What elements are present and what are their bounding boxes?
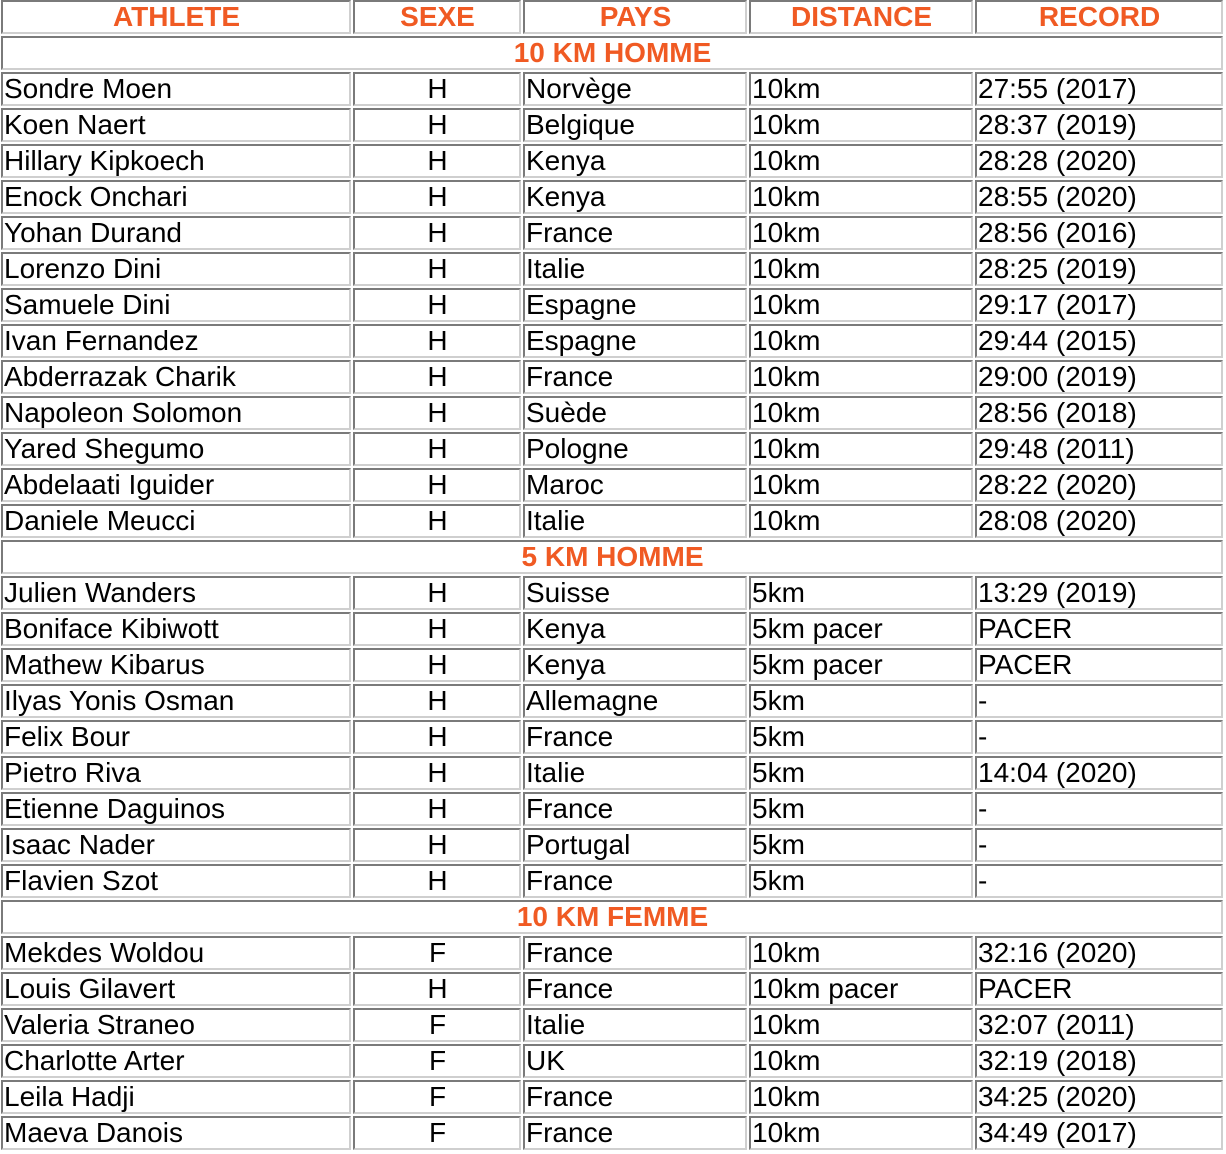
- cell-distance: 10km: [749, 288, 973, 322]
- cell-sexe: F: [353, 1044, 521, 1078]
- table-row: [1, 864, 1223, 898]
- cell-sexe: H: [353, 648, 521, 682]
- table-row: [1, 360, 1223, 394]
- cell-distance: 10km: [749, 1008, 973, 1042]
- cell-athlete: Yared Shegumo: [1, 432, 351, 466]
- table-row: [1, 720, 1223, 754]
- cell-pays: France: [523, 360, 747, 394]
- cell-athlete: Ilyas Yonis Osman: [1, 684, 351, 718]
- table-body: [1, 36, 1223, 1150]
- cell-sexe: H: [353, 792, 521, 826]
- cell-pays: France: [523, 936, 747, 970]
- cell-distance: 10km: [749, 144, 973, 178]
- cell-distance: 10km pacer: [749, 972, 973, 1006]
- cell-pays: France: [523, 792, 747, 826]
- cell-record: -: [975, 720, 1223, 754]
- table-row: [1, 504, 1223, 538]
- cell-distance: 5km: [749, 720, 973, 754]
- cell-pays: Italie: [523, 1008, 747, 1042]
- cell-sexe: H: [353, 288, 521, 322]
- cell-record: 34:25 (2020): [975, 1080, 1223, 1114]
- cell-record: 28:56 (2018): [975, 396, 1223, 430]
- cell-pays: Maroc: [523, 468, 747, 502]
- cell-record: 32:16 (2020): [975, 936, 1223, 970]
- cell-sexe: H: [353, 180, 521, 214]
- cell-pays: Kenya: [523, 612, 747, 646]
- cell-distance: 5km: [749, 684, 973, 718]
- cell-sexe: H: [353, 468, 521, 502]
- cell-sexe: H: [353, 864, 521, 898]
- cell-pays: Espagne: [523, 288, 747, 322]
- cell-record: 28:56 (2016): [975, 216, 1223, 250]
- cell-sexe: H: [353, 216, 521, 250]
- cell-distance: 10km: [749, 396, 973, 430]
- header-sexe: SEXE: [353, 0, 521, 34]
- section-title: 10 KM FEMME: [1, 900, 1223, 934]
- cell-sexe: F: [353, 936, 521, 970]
- cell-sexe: H: [353, 432, 521, 466]
- cell-pays: France: [523, 972, 747, 1006]
- cell-sexe: F: [353, 1008, 521, 1042]
- cell-athlete: Pietro Riva: [1, 756, 351, 790]
- cell-athlete: Mathew Kibarus: [1, 648, 351, 682]
- cell-athlete: Koen Naert: [1, 108, 351, 142]
- cell-record: PACER: [975, 972, 1223, 1006]
- cell-pays: France: [523, 1116, 747, 1150]
- section-row: [1, 900, 1223, 934]
- table-row: [1, 396, 1223, 430]
- cell-sexe: H: [353, 324, 521, 358]
- cell-record: -: [975, 828, 1223, 862]
- cell-record: 29:48 (2011): [975, 432, 1223, 466]
- table-row: [1, 1008, 1223, 1042]
- cell-athlete: Julien Wanders: [1, 576, 351, 610]
- cell-distance: 10km: [749, 252, 973, 286]
- table-row: [1, 576, 1223, 610]
- table-row: [1, 252, 1223, 286]
- cell-athlete: Leila Hadji: [1, 1080, 351, 1114]
- table-row: [1, 612, 1223, 646]
- cell-record: -: [975, 864, 1223, 898]
- cell-sexe: H: [353, 972, 521, 1006]
- cell-record: 28:25 (2019): [975, 252, 1223, 286]
- cell-distance: 10km: [749, 432, 973, 466]
- table-row: [1, 432, 1223, 466]
- cell-record: PACER: [975, 612, 1223, 646]
- cell-distance: 10km: [749, 1044, 973, 1078]
- table-row: [1, 468, 1223, 502]
- table-row: [1, 828, 1223, 862]
- cell-record: 28:22 (2020): [975, 468, 1223, 502]
- cell-record: 34:49 (2017): [975, 1116, 1223, 1150]
- cell-sexe: H: [353, 72, 521, 106]
- cell-pays: Suisse: [523, 576, 747, 610]
- cell-athlete: Enock Onchari: [1, 180, 351, 214]
- cell-distance: 10km: [749, 108, 973, 142]
- cell-athlete: Isaac Nader: [1, 828, 351, 862]
- cell-pays: Italie: [523, 756, 747, 790]
- cell-athlete: Sondre Moen: [1, 72, 351, 106]
- cell-athlete: Daniele Meucci: [1, 504, 351, 538]
- cell-athlete: Boniface Kibiwott: [1, 612, 351, 646]
- cell-record: -: [975, 684, 1223, 718]
- table-row: [1, 1044, 1223, 1078]
- cell-record: 32:19 (2018): [975, 1044, 1223, 1078]
- cell-record: -: [975, 792, 1223, 826]
- cell-athlete: Etienne Daguinos: [1, 792, 351, 826]
- table-row: [1, 972, 1223, 1006]
- cell-distance: 5km: [749, 792, 973, 826]
- table-row: [1, 1080, 1223, 1114]
- cell-sexe: H: [353, 828, 521, 862]
- cell-record: 28:28 (2020): [975, 144, 1223, 178]
- cell-athlete: Yohan Durand: [1, 216, 351, 250]
- table-row: [1, 1116, 1223, 1150]
- table-row: [1, 648, 1223, 682]
- cell-record: 29:44 (2015): [975, 324, 1223, 358]
- table-row: [1, 684, 1223, 718]
- table-row: [1, 180, 1223, 214]
- cell-pays: France: [523, 720, 747, 754]
- cell-athlete: Ivan Fernandez: [1, 324, 351, 358]
- table-row: [1, 108, 1223, 142]
- section-row: [1, 36, 1223, 70]
- cell-distance: 5km: [749, 828, 973, 862]
- cell-pays: Espagne: [523, 324, 747, 358]
- cell-record: 28:55 (2020): [975, 180, 1223, 214]
- cell-pays: UK: [523, 1044, 747, 1078]
- cell-pays: Portugal: [523, 828, 747, 862]
- cell-record: 32:07 (2011): [975, 1008, 1223, 1042]
- cell-athlete: Abderrazak Charik: [1, 360, 351, 394]
- cell-pays: Italie: [523, 252, 747, 286]
- cell-athlete: Louis Gilavert: [1, 972, 351, 1006]
- cell-athlete: Charlotte Arter: [1, 1044, 351, 1078]
- cell-distance: 5km: [749, 576, 973, 610]
- cell-distance: 10km: [749, 504, 973, 538]
- cell-sexe: H: [353, 684, 521, 718]
- cell-athlete: Abdelaati Iguider: [1, 468, 351, 502]
- cell-pays: Kenya: [523, 648, 747, 682]
- cell-athlete: Hillary Kipkoech: [1, 144, 351, 178]
- cell-pays: Norvège: [523, 72, 747, 106]
- section-row: [1, 540, 1223, 574]
- table-row: [1, 72, 1223, 106]
- cell-distance: 5km: [749, 756, 973, 790]
- cell-distance: 10km: [749, 216, 973, 250]
- cell-sexe: H: [353, 612, 521, 646]
- header-distance: DISTANCE: [749, 0, 973, 34]
- cell-distance: 10km: [749, 360, 973, 394]
- cell-sexe: F: [353, 1116, 521, 1150]
- cell-distance: 10km: [749, 180, 973, 214]
- cell-sexe: H: [353, 504, 521, 538]
- cell-distance: 10km: [749, 1080, 973, 1114]
- cell-pays: Suède: [523, 396, 747, 430]
- cell-athlete: Mekdes Woldou: [1, 936, 351, 970]
- cell-sexe: H: [353, 720, 521, 754]
- cell-sexe: H: [353, 144, 521, 178]
- cell-distance: 10km: [749, 1116, 973, 1150]
- table-row: [1, 288, 1223, 322]
- cell-distance: 5km pacer: [749, 612, 973, 646]
- table-row: [1, 936, 1223, 970]
- cell-distance: 5km: [749, 864, 973, 898]
- cell-record: 13:29 (2019): [975, 576, 1223, 610]
- cell-sexe: H: [353, 108, 521, 142]
- table-row: [1, 756, 1223, 790]
- header-row: [1, 0, 1223, 34]
- cell-sexe: H: [353, 396, 521, 430]
- cell-pays: Belgique: [523, 108, 747, 142]
- header-athlete: ATHLETE: [1, 0, 351, 34]
- cell-pays: France: [523, 864, 747, 898]
- cell-sexe: F: [353, 1080, 521, 1114]
- table-row: [1, 144, 1223, 178]
- cell-distance: 10km: [749, 72, 973, 106]
- cell-record: 28:37 (2019): [975, 108, 1223, 142]
- header-record: RECORD: [975, 0, 1223, 34]
- cell-sexe: H: [353, 360, 521, 394]
- cell-athlete: Felix Bour: [1, 720, 351, 754]
- cell-sexe: H: [353, 576, 521, 610]
- table-row: [1, 792, 1223, 826]
- cell-pays: Allemagne: [523, 684, 747, 718]
- cell-athlete: Napoleon Solomon: [1, 396, 351, 430]
- cell-distance: 10km: [749, 936, 973, 970]
- cell-athlete: Samuele Dini: [1, 288, 351, 322]
- cell-record: 29:17 (2017): [975, 288, 1223, 322]
- cell-pays: Kenya: [523, 144, 747, 178]
- cell-distance: 10km: [749, 468, 973, 502]
- cell-pays: France: [523, 1080, 747, 1114]
- cell-distance: 10km: [749, 324, 973, 358]
- cell-record: 14:04 (2020): [975, 756, 1223, 790]
- header-pays: PAYS: [523, 0, 747, 34]
- section-title: 10 KM HOMME: [1, 36, 1223, 70]
- cell-record: 29:00 (2019): [975, 360, 1223, 394]
- cell-distance: 5km pacer: [749, 648, 973, 682]
- cell-record: PACER: [975, 648, 1223, 682]
- table-row: [1, 324, 1223, 358]
- table-row: [1, 216, 1223, 250]
- cell-pays: Pologne: [523, 432, 747, 466]
- cell-athlete: Lorenzo Dini: [1, 252, 351, 286]
- cell-athlete: Valeria Straneo: [1, 1008, 351, 1042]
- cell-pays: Italie: [523, 504, 747, 538]
- cell-athlete: Maeva Danois: [1, 1116, 351, 1150]
- cell-sexe: H: [353, 252, 521, 286]
- cell-record: 27:55 (2017): [975, 72, 1223, 106]
- cell-athlete: Flavien Szot: [1, 864, 351, 898]
- cell-sexe: H: [353, 756, 521, 790]
- cell-record: 28:08 (2020): [975, 504, 1223, 538]
- cell-pays: France: [523, 216, 747, 250]
- cell-pays: Kenya: [523, 180, 747, 214]
- section-title: 5 KM HOMME: [1, 540, 1223, 574]
